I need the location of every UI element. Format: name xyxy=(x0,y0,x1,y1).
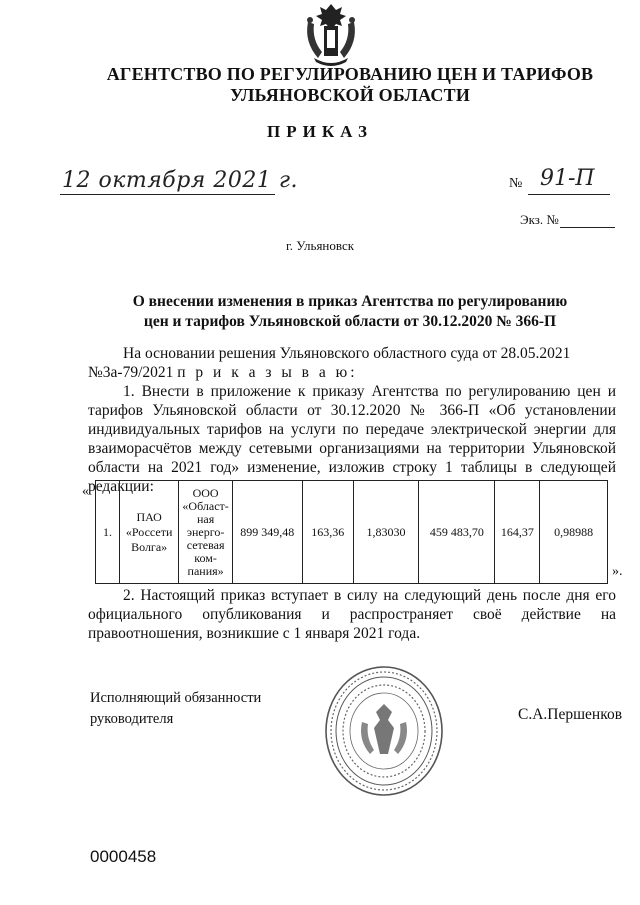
agency-name-line2: УЛЬЯНОВСКОЙ ОБЛАСТИ xyxy=(229,85,471,105)
court-case-number: №3а-79/2021 xyxy=(88,364,174,381)
subject-line2: цен и тарифов Ульяновской области от 30.12.2020 № 366-П xyxy=(143,313,557,330)
order-number-handwritten: 91-П xyxy=(540,166,595,191)
table-quote-close: ». xyxy=(612,564,623,579)
order-title: ПРИКАЗ xyxy=(267,122,373,141)
subject-line1: О внесении изменения в приказ Агентства по регулированию xyxy=(132,293,568,310)
value-cell-6: 0,98988 xyxy=(540,481,608,584)
order-verb: п р и к а з ы в а ю: xyxy=(177,364,358,381)
official-seal-stamp xyxy=(322,662,446,800)
item-1-text: 1. Внести в приложение к приказу Агентства по регулированию цен и тарифов Ульяновской области от 30.12.2020 № 366-П «Об установлении индивидуальных тарифов на услуги по передаче электрической энергии для взаиморасчётов между сетевыми организациями на территории Ульяновской области на 2021 год» изменение, изложив строку 1 таблицы в следующей редакции: xyxy=(88,383,616,495)
value-cell-2: 163,36 xyxy=(302,481,353,584)
signatory-name: С.А.Першенков xyxy=(518,706,623,723)
table-row xyxy=(96,481,608,584)
order-date-handwritten: 12 октября 2021 г. xyxy=(62,168,298,193)
tariff-table xyxy=(95,480,608,584)
copy-number-label: Экз. № xyxy=(520,212,559,227)
city: г. Ульяновск xyxy=(285,238,355,253)
signatory-role xyxy=(90,688,261,730)
value-cell-1: 899 349,48 xyxy=(232,481,302,584)
order-number-label: № xyxy=(509,176,523,191)
basis-paragraph xyxy=(88,344,616,363)
date-underline xyxy=(60,194,275,195)
agency-name-line1: АГЕНТСТВО ПО РЕГУЛИРОВАНИЮ ЦЕН И ТАРИФОВ xyxy=(106,64,594,84)
coat-of-arms-emblem xyxy=(300,2,362,66)
serial-number: 0000458 xyxy=(90,847,157,866)
value-cell-4: 459 483,70 xyxy=(419,481,495,584)
org-2-cell: ООО «Област-ная энерго-сетевая ком-пания» xyxy=(179,481,233,584)
row-number: 1. xyxy=(96,481,120,584)
value-cell-3: 1,83030 xyxy=(353,481,419,584)
number-underline xyxy=(528,194,610,195)
table-quote-open: « xyxy=(82,484,89,499)
copy-number-underline xyxy=(560,227,615,228)
org-1-cell: ПАО «Россети Волга» xyxy=(119,481,178,584)
basis-paragraph-cont xyxy=(88,363,616,382)
item-2-text: 2. Настоящий приказ вступает в силу на следующий день после дня его официального опубликования и распространяет своё действие на правоотношения, возникшие с 1 января 2021 года. xyxy=(88,587,616,642)
value-cell-5: 164,37 xyxy=(495,481,540,584)
basis-text: На основании решения Ульяновского областного суда от 28.05.2021 xyxy=(123,345,571,362)
signatory-role-line2: руководителя xyxy=(90,711,174,727)
signatory-role-line1: Исполняющий обязанности xyxy=(90,690,262,706)
